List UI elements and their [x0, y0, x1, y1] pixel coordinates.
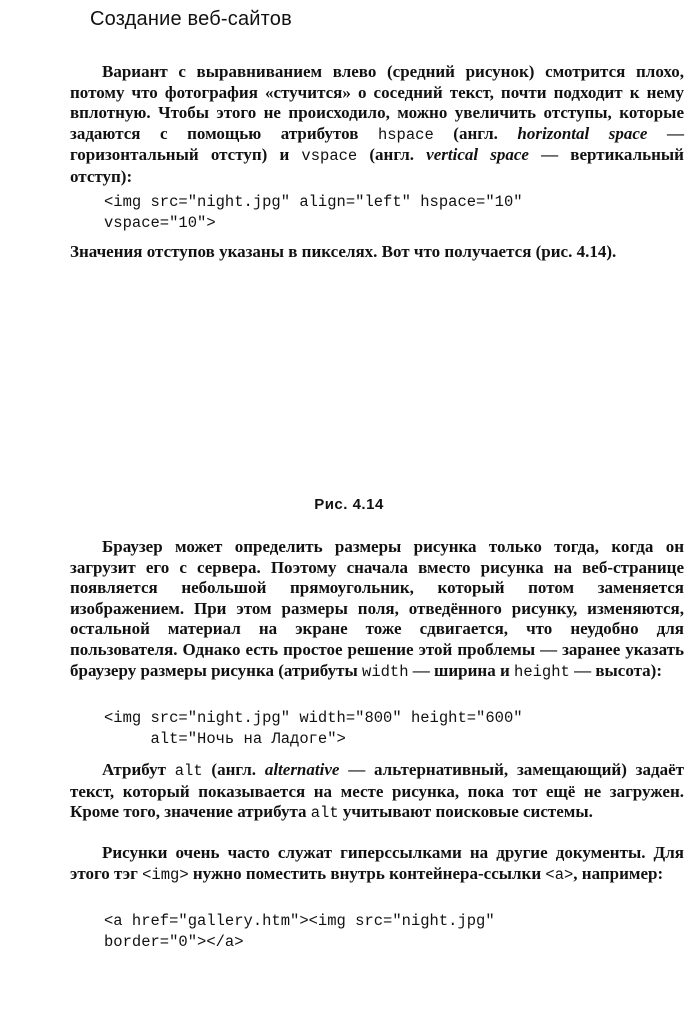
code-block-3	[104, 911, 684, 953]
text-run: , например:	[573, 863, 664, 883]
text-run: Атрибут	[102, 760, 175, 779]
code-line: border="0"></a>	[104, 933, 244, 951]
text-run: Вариант с выравниванием влево (средний рисунок) смотрится плохо, потому что фотография «стучится» о соседний текст, почти подходит к нему вплотную. Чтобы этого не происходило, можно увеличить отступы, которые задаются с помощью атрибутов	[70, 62, 684, 143]
code-block-2	[104, 708, 684, 750]
text-run: — альтернативный, замещающий) задаёт текст, который показывается на месте рисунка, пока тот ещё не загружен. Кроме того, значение атрибута	[70, 760, 684, 822]
figure-4-14-area	[70, 300, 684, 480]
text-run: (англ.	[357, 145, 427, 165]
code-inline-vspace: vspace	[301, 147, 358, 166]
text-run: Браузер может определить размеры рисунка только тогда, когда он загрузит его с сервера. Поэтому сначала вместо рисунка на веб-странице появляется небольшой прямоугольник, который потом заменяется изображением. При этом размеры поля, отведённого рисунку, изменяются, остальной материал на экране тоже сдвигается, что неудобно для пользователя. Однако есть простое решение этой проблемы — заранее указать браузеру размеры рисунка (атрибуты	[70, 537, 684, 680]
text-run: — высота):	[569, 660, 662, 680]
code-inline-width: width	[362, 662, 409, 681]
text-run: — горизонтальный отступ) и	[70, 123, 684, 165]
text-run: — вертикальный отступ):	[70, 145, 684, 186]
code-block-1	[104, 192, 684, 234]
text-run: Рисунки очень часто служат гиперссылками на другие документы. Для этого тэг	[70, 843, 684, 883]
text-run: нужно поместить внутрь контейнера-ссылки	[188, 863, 546, 883]
code-inline-img-tag: <img>	[142, 865, 189, 884]
code-inline-a-tag: <a>	[545, 865, 574, 884]
text-run: (англ.	[202, 760, 265, 779]
paragraph-image-size	[70, 537, 684, 682]
term-italic: alternative	[264, 760, 340, 779]
code-line: alt="Ночь на Ладоге">	[104, 730, 346, 748]
code-line: <img src="night.jpg" width="800" height="600"	[104, 709, 523, 727]
text-run: (англ.	[433, 123, 518, 143]
paragraph-image-links	[70, 843, 684, 885]
term-italic: vertical space	[426, 145, 529, 165]
running-header: Создание веб-сайтов	[90, 8, 292, 30]
term-italic: horizontal space	[517, 123, 648, 143]
text-run: учитывают поисковые системы.	[338, 802, 593, 822]
paragraph-spacing-result: Значения отступов указаны в пикселях. Вот что получается (рис. 4.14).	[70, 242, 617, 261]
code-line: vspace="10">	[104, 214, 216, 232]
code-line: <img src="night.jpg" align="left" hspace="10"	[104, 193, 523, 211]
code-inline-alt: alt	[310, 804, 339, 823]
paragraph-spacing-intro	[70, 62, 684, 188]
code-line: <a href="gallery.htm"><img src="night.jpg"	[104, 912, 495, 930]
code-inline-height: height	[514, 662, 570, 681]
paragraph-alt-attribute	[70, 760, 684, 824]
figure-caption: Рис. 4.14	[314, 496, 384, 513]
code-inline-hspace: hspace	[377, 125, 434, 144]
text-run: — ширина и	[408, 660, 515, 680]
code-inline-alt: alt	[174, 762, 203, 780]
